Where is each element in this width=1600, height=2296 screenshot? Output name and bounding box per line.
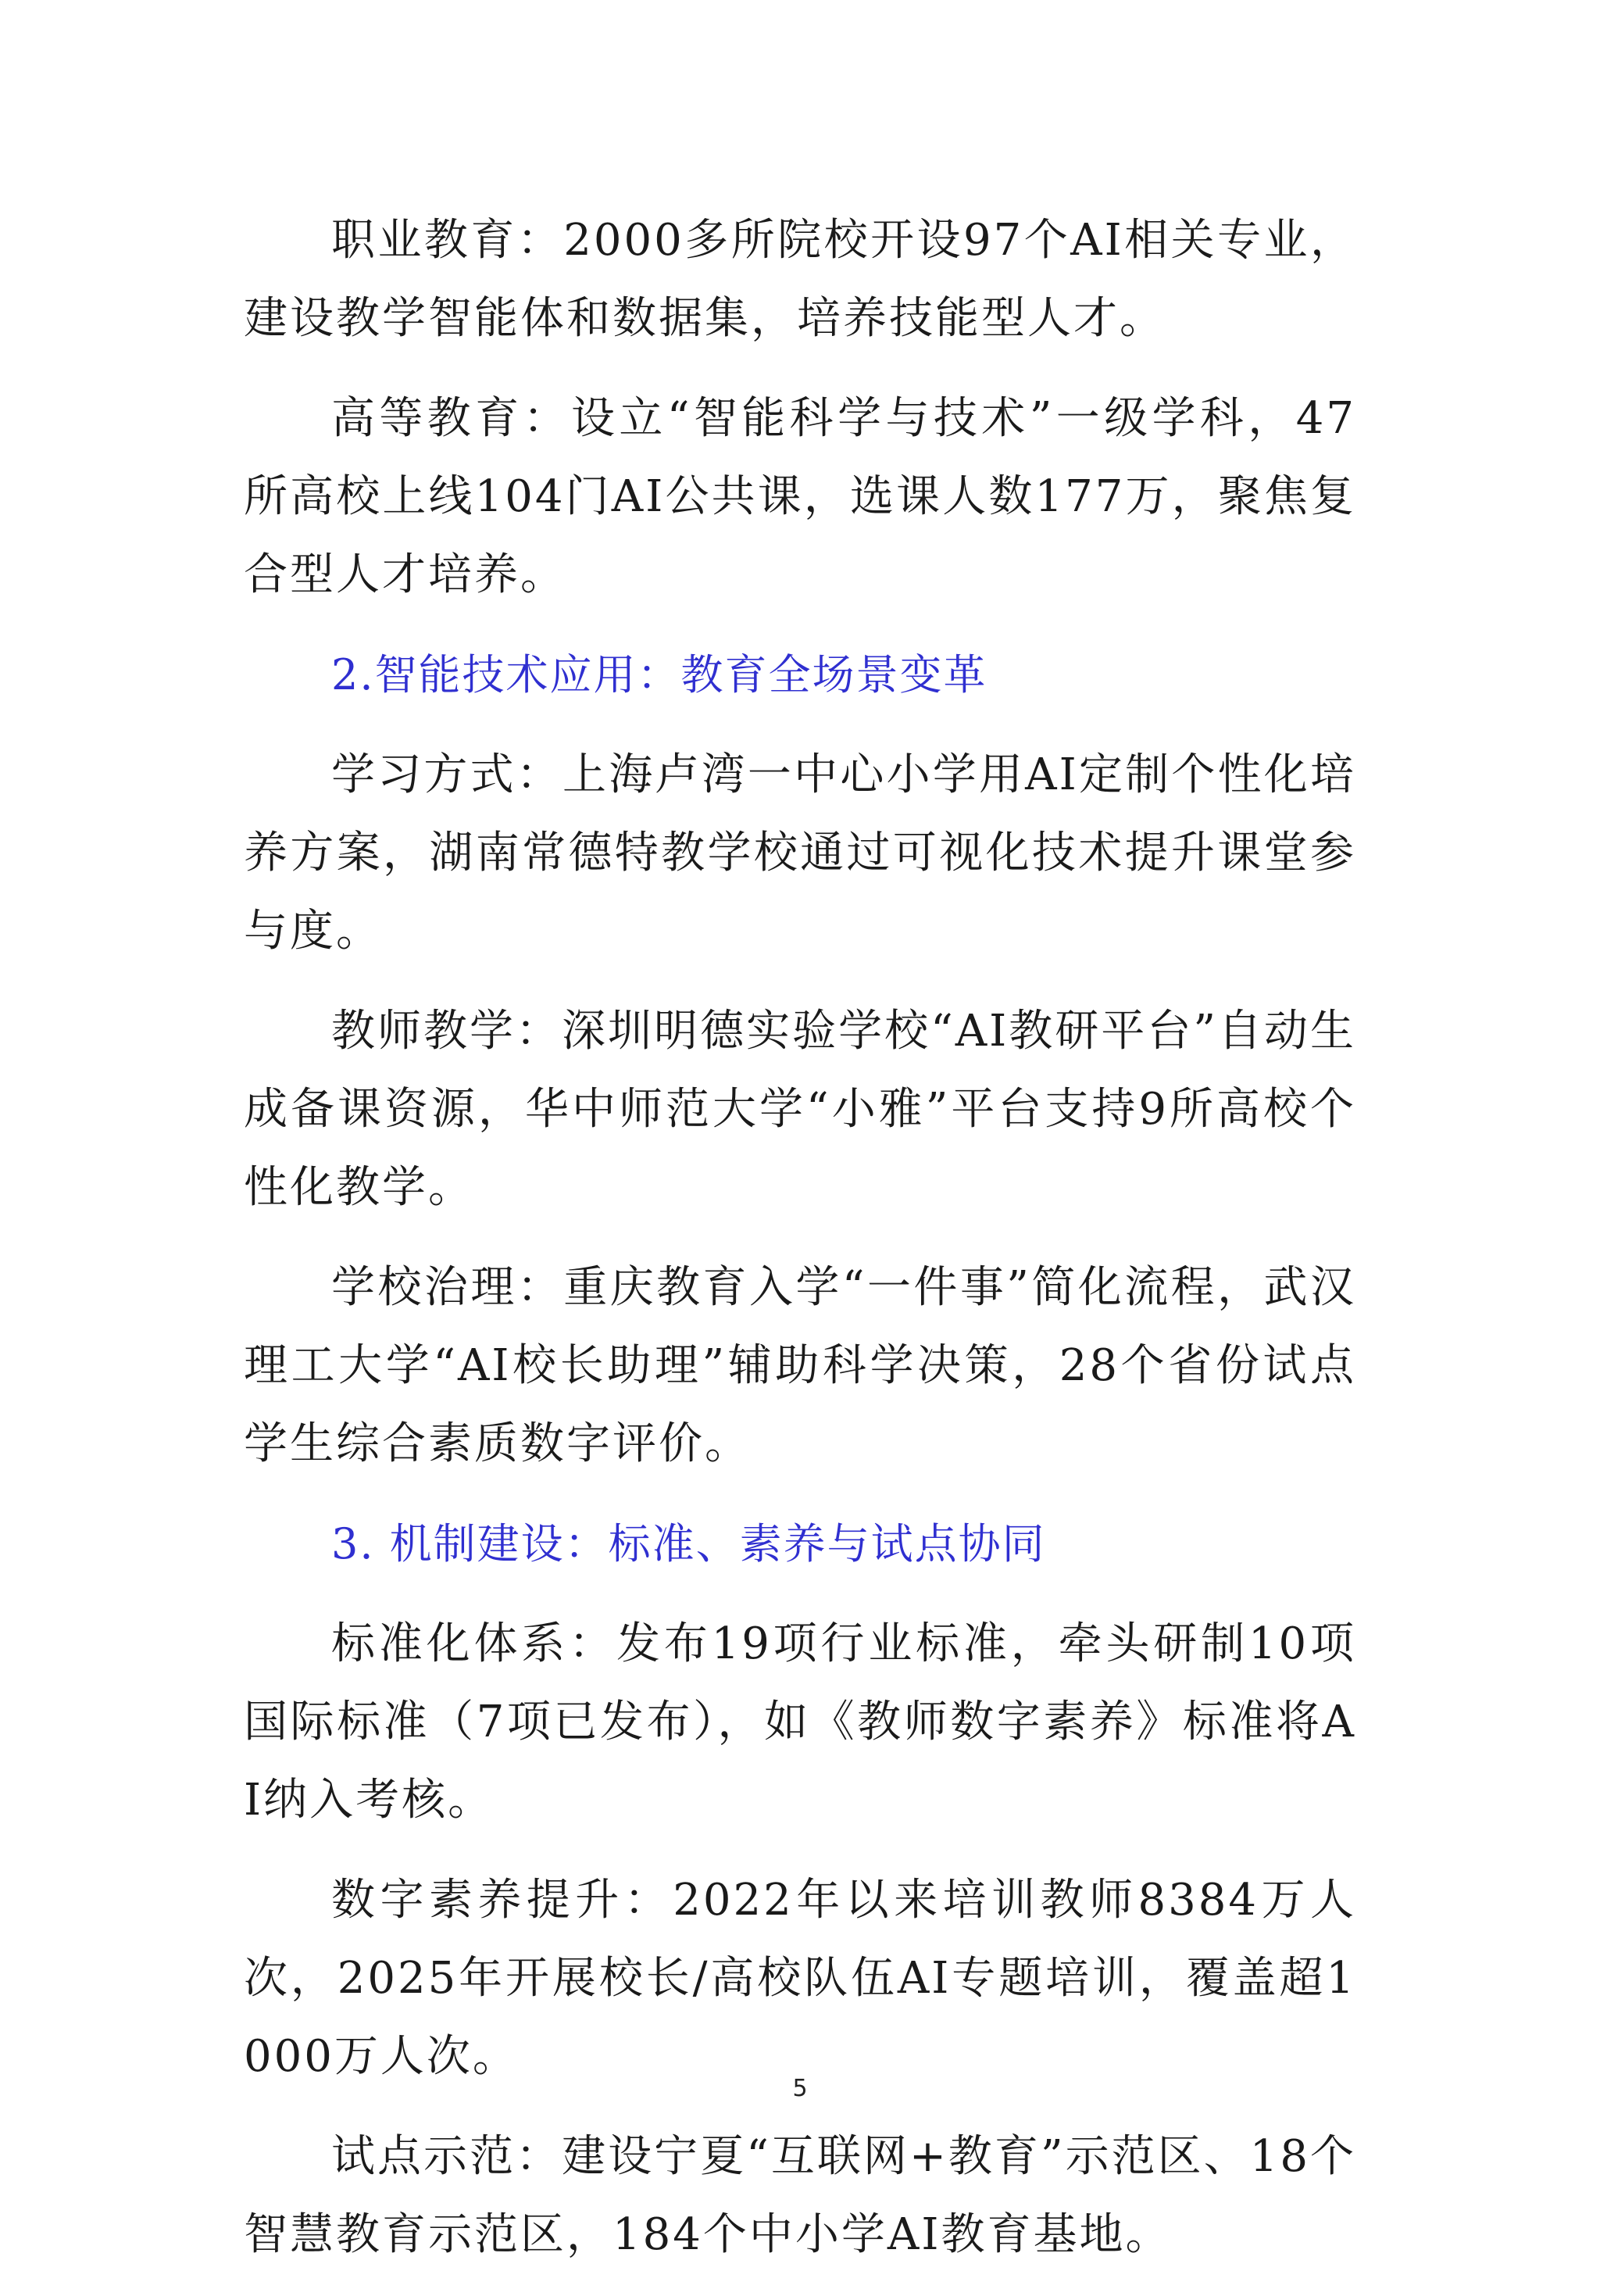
paragraph-learning-methods: 学习方式：上海卢湾一中心小学用AI定制个性化培养方案，湖南常德特教学校通过可视化技术提升课堂参与度。 [244,749,1356,957]
page-number: 5 [792,2075,808,2102]
paragraph-teacher-teaching: 教师教学：深圳明德实验学校“AI教研平台”自动生成备课资源，华中师范大学“小雅”平台支持9所高校个性化教学。 [244,1006,1356,1213]
section-heading-mechanism: 3. 机制建设：标准、素养与试点协同 [331,1519,1046,1568]
paragraph-digital-literacy: 数字素养提升：2022年以来培训教师8384万人次，2025年开展校长/高校队伍AI专题培训，覆盖超1000万人次。 [244,1875,1356,2082]
paragraph-pilot-demonstration: 试点示范：建设宁夏“互联网+教育”示范区、18个智慧教育示范区，184个中小学AI教育基地。 [244,2131,1356,2260]
paragraph-school-governance: 学校治理：重庆教育入学“一件事”简化流程，武汉理工大学“AI校长助理”辅助科学决策，28个省份试点学生综合素质数字评价。 [244,1262,1356,1469]
page-body [244,202,1356,2296]
section-heading-ai-application: 2.智能技术应用：教育全场景变革 [331,650,988,699]
paragraph-higher-education: 高等教育：设立“智能科学与技术”一级学科，47所高校上线104门AI公共课，选课人数177万，聚焦复合型人才培养。 [244,393,1356,600]
paragraph-standardization: 标准化体系：发布19项行业标准，牵头研制10项国际标准（7项已发布），如《教师数字素养》标准将AI纳入考核。 [244,1618,1356,1826]
paragraph-vocational-education: 职业教育：2000多所院校开设97个AI相关专业，建设教学智能体和数据集，培养技能型人才。 [244,215,1356,344]
